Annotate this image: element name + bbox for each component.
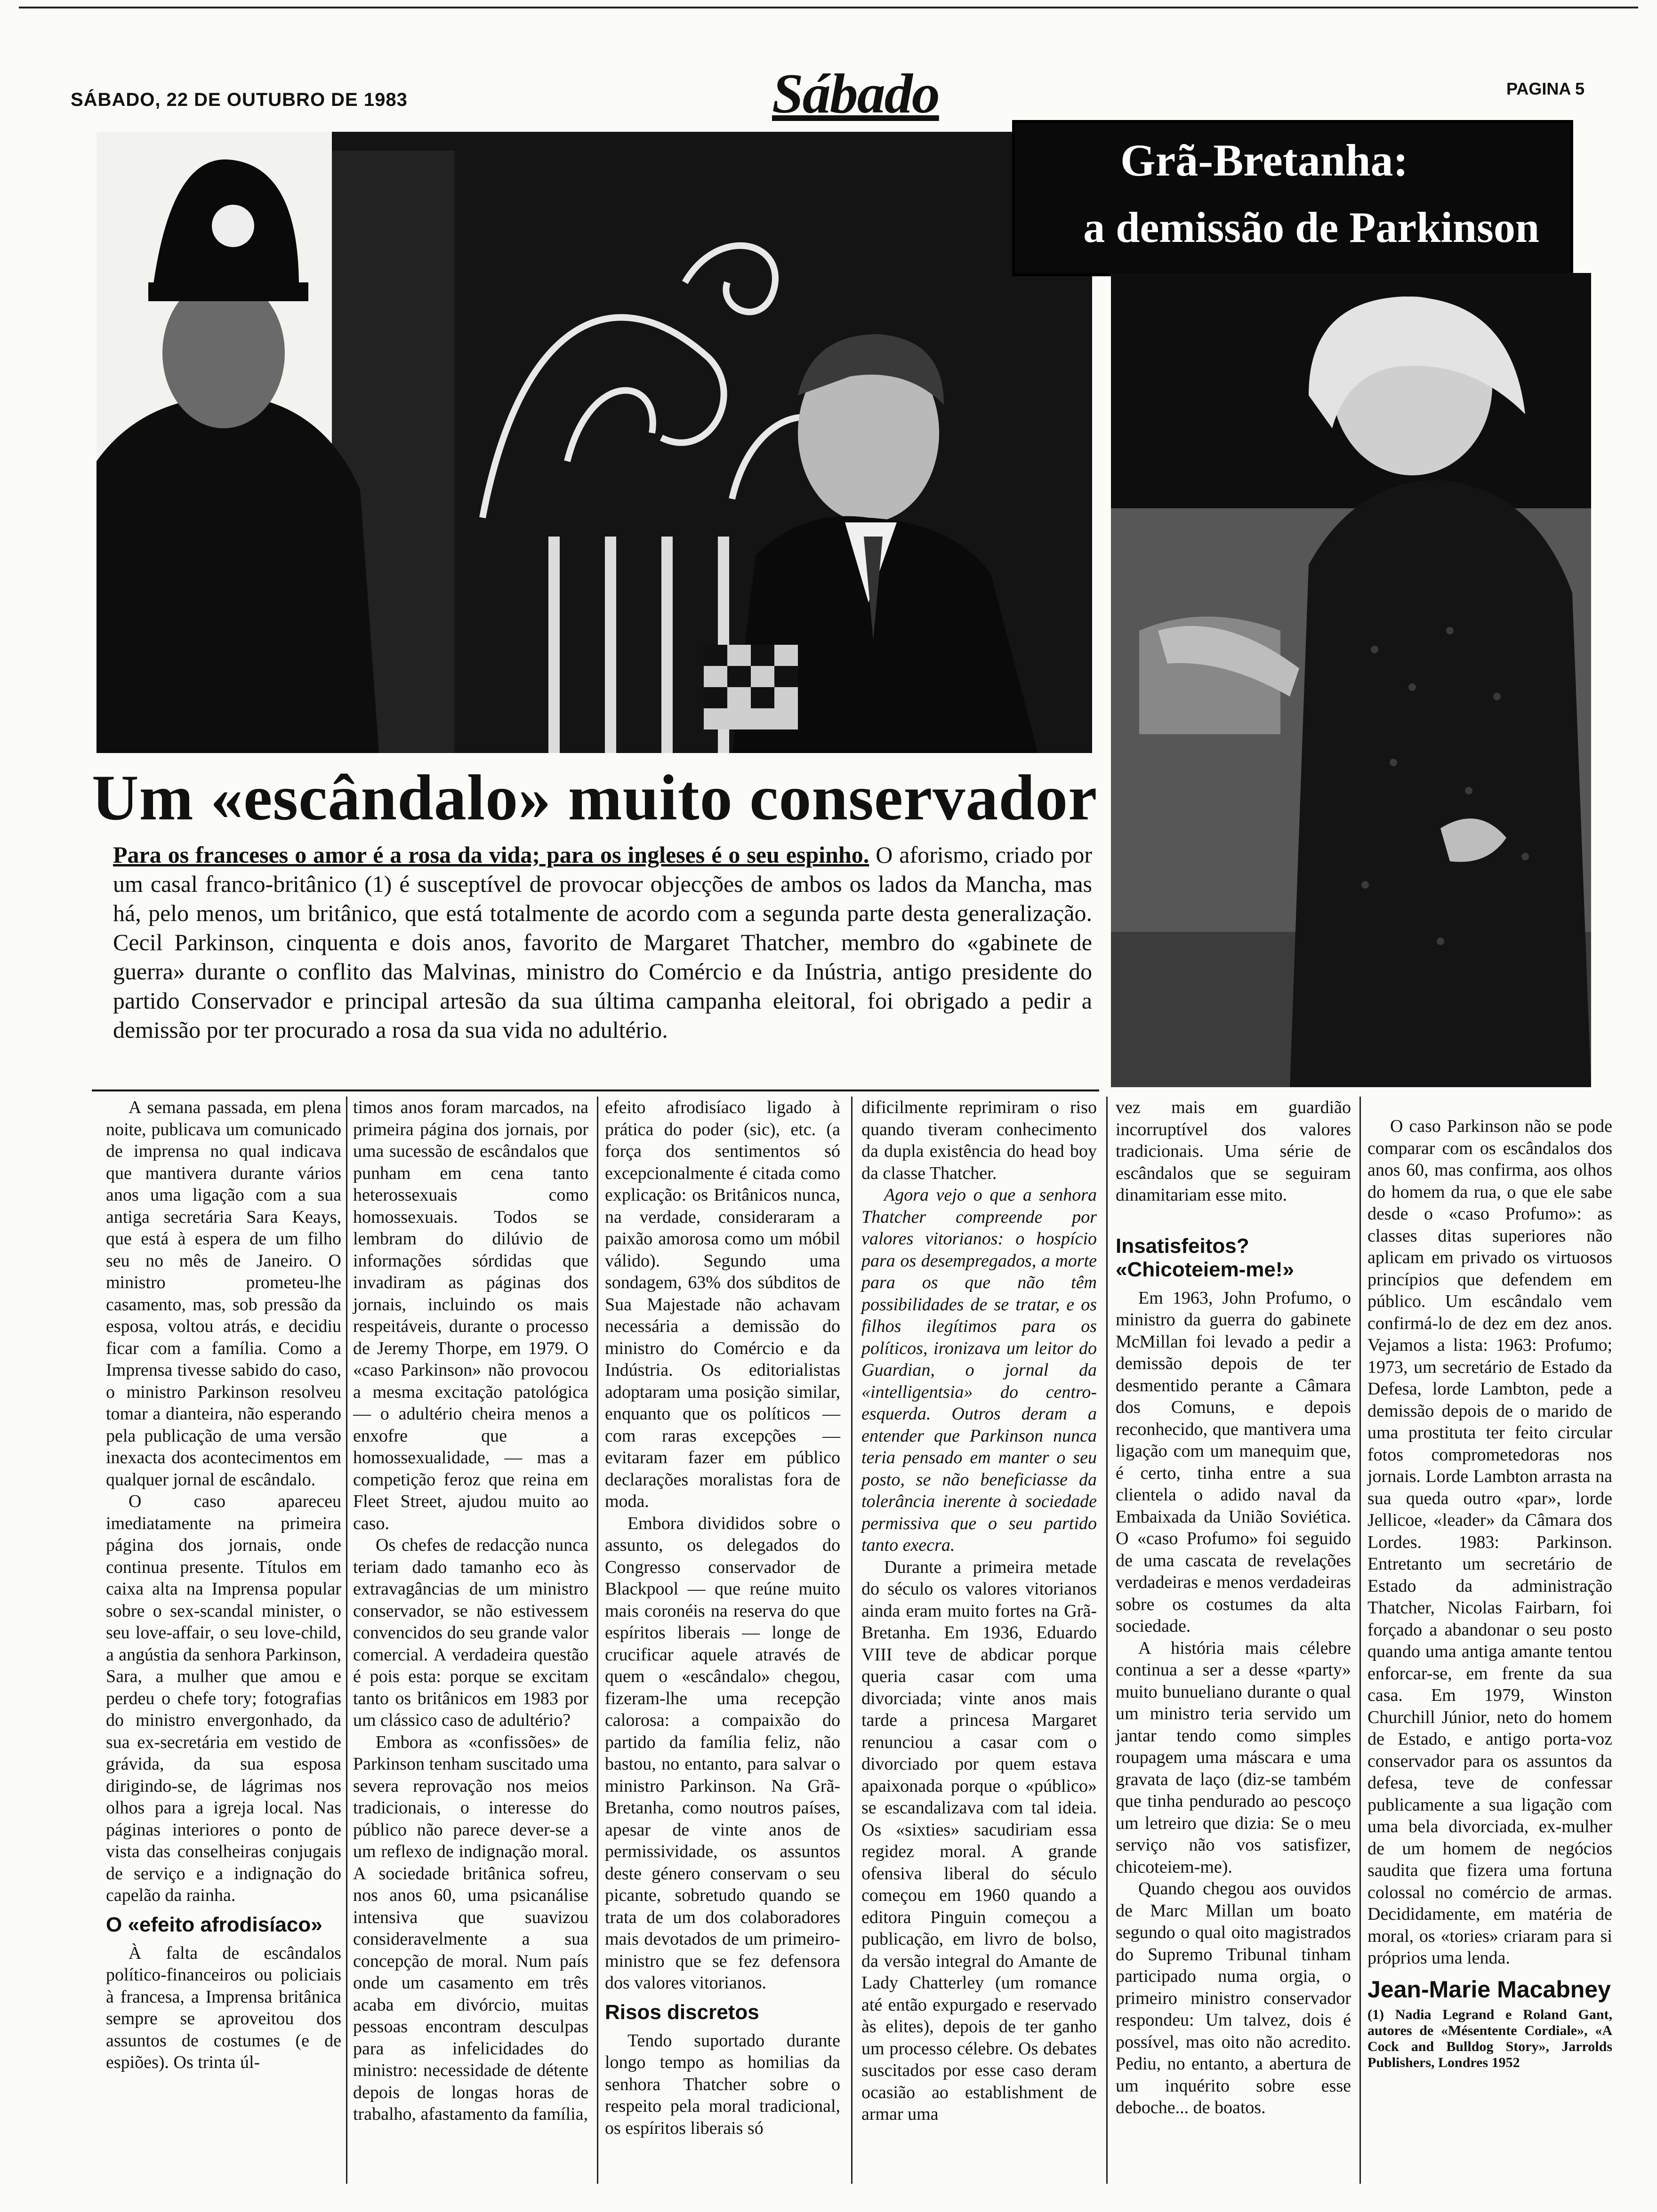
subheading: Risos discretos [605,2000,759,2024]
paragraph: efeito afrodisíaco ligado à prática do poder (sic), etc. (a força dos sentimentos só excepcionalmente é citada como explicação: os Britânicos nunca, na verdade, consideraram a paixão amorosa como um móbil válido). Segundo uma sondagem, 63% dos súbditos de Sua Majestade não achavam necessária a demissão do ministro do Comércio e da Indústria. Os editorialistas adoptaram uma posição similar, enquanto que os políticos — com raras excepções — evitaram fazer em público declarações moralistas fora de moda. [605,1098,840,1511]
subheading: O «efeito afrodisíaco» [106,1913,322,1936]
top-rule [19,7,1638,8]
article-column-2 [353,1097,588,2125]
kicker-subtitle: a demissão de Parkinson [1083,203,1539,251]
paragraph: A semana passada, em plena noite, publicava um comunicado de imprensa no qual indicava que mantivera durante vários anos uma ligação com a sua antiga secretária Sara Keays, que está à espera de um filho seu no mês de Janeiro. O ministro prometeu-lhe casamento, mas, sob pressão da esposa, voltou atrás, e decidiu ficar com a família. Como a Imprensa tivesse sabido do caso, o ministro Parkinson resolveu tomar a dianteira, não esperando pela publicação de uma versão inexacta dos acontecimentos em qualquer jornal de escândalo. [106,1098,341,1490]
column-rule [851,1097,853,2184]
column-rule [346,1097,347,2184]
paragraph: O caso Parkinson não se pode comparar com os escândalos dos anos 60, mas confirma, aos olhos do homem da rua, o que ele sabe desde o «caso Profumo»: as classes ditas superiores não aplicam em privado os virtuosos princípios que defendem em público. Um escândalo vem confirmá-lo de dez em dez anos. Vejamos a lista: 1963: Profumo; 1973, um secretário de Estado da Defesa, lorde Lambton, pede a demissão depois de o marido de uma prostituta ter feito circular fotos comprometedoras nos jornais. Lorde Lambton arrasta na sua queda outro «par», lorde Jellicoe, «leader» da Câmara dos Lordes. 1983: Parkinson. Entretanto um secretário de Estado da administração Thatcher, Nicolas Fairbarn, foi forçado a abandonar o seu posto quando uma antiga amante tentou enforcar-se, em frente da sua casa. Em 1979, Winston Churchill Júnior, neto do homem de Estado, e antigo porta-voz conservador para os assuntos da defesa, teve de confessar publicamente a sua ligação com uma bela divorciada, ex-mulher de um homem de negócios saudita que fizera uma fortuna colossal no comércio de armas. Decididamente, em matéria de moral, os «tories» criaram para si próprios uma lenda. [1367,1116,1612,1968]
paragraph: A história mais célebre continua a ser a desse «party» muito bunueliano durante o qual um ministro teria servido um jantar tendo como simples roupagem uma máscara e uma gravata de laço (diz-se também que tinha pendurado ao pescoço um letreiro que dizia: Se o meu serviço não vos satisfizer, chicoteiem-me). [1116,1638,1351,1877]
masthead-date: SÁBADO, 22 DE OUTUBRO DE 1983 [71,89,408,110]
lead-bold: Para os franceses o amor é a rosa da vida; para os ingleses é o seu espinho. [113,842,869,868]
section-rule [92,1090,1099,1091]
article-column-3 [605,1097,840,2139]
article-column-1 [106,1097,341,2074]
photo-right-drawing [1111,273,1591,1087]
paragraph: Embora as «confissões» de Parkinson tenham suscitado uma severa reprovação nos meios tradicionais, o interesse do público não parece dever-se a um reflexo de indignação moral. A sociedade britânica sofreu, nos anos 60, uma psicanálise intensiva que suavizou consideravelmente a sua concepção de moral. Num país onde um casamento em três acaba em divórcio, muitas pessoas encontram desculpas para as infelicidades do ministro: necessidade de détente depois de longas horas de trabalho, afastamento da família, [353,1732,588,2124]
paragraph: dificilmente reprimiram o riso quando tiveram conhecimento da dupla existência do head boy da classe Thatcher. [861,1098,1097,1183]
paragraph: vez mais em guardião incorruptível dos valores tradicionais. Uma série de escândalos que se seguiram dinamitariam esse mito. [1116,1098,1351,1205]
lead-rest: O aforismo, criado por um casal franco-britânico (1) é susceptível de provocar objecções de ambos os lados da Mancha, mas há, pelo menos, um britânico, que está totalmente de acordo com a segunda parte desta generalização. Cecil Parkinson, cinquenta e dois anos, favorito de Margaret Thatcher, membro do «gabinete de guerra» durante o conflito das Malvinas, ministro do Comércio e da Inústria, antigo presidente do partido Conservador e principal artesão da sua última campanha eleitoral, foi obrigado a pedir a demissão por ter procurado a rosa da sua vida no adultério. [113,842,1093,1043]
column-rule [1359,1097,1361,2184]
paragraph-quote: Agora vejo o que a senhora Thatcher compreende por valores vitorianos: o hospício para os desempregados, a morte para os que não têm possibilidades de se tratar, e os filhos ilegítimos para os políticos, ironizava um leitor do Guardian, o jornal da «intelligentsia» do centro-esquerda. Outros deram a entender que Parkinson nunca teria pensado em manter o seu posto, se não beneficiasse da tolerância inerente à sociedade permissiva que o seu partido tanto execra. [861,1185,1097,1555]
footnote: (1) Nadia Legrand e Roland Gant, autores de «Mésentente Cordiale», «A Cock and Bulldog Story», Jarrolds Publishers, Londres 1952 [1367,2006,1612,2070]
lead-paragraph [113,840,1092,1044]
article-column-6 [1367,1115,1612,2071]
article-column-4 [861,1097,1097,2125]
subheading: Insatisfeitos? «Chicoteiem-me!» [1116,1234,1295,1281]
page-number: PAGINA 5 [1506,79,1585,98]
paragraph: O caso apareceu imediatamente na primeira página dos jornais, onde continua presente. Títulos em caixa alta na Imprensa popular sobre o sex-scandal minister, o seu love-affair, o seu love-child, a angústia da senhora Parkinson, Sara, a mulher que amou e perdeu o chefe tory; fotografias do ministro envergonhado, da sua ex-secretária em vestido de grávida, da sua esposa dirigindo-se, de lágrimas nos olhos para a igreja local. Nas páginas interiores o ponto de vista das conselheiras conjugais de serviço e a indignação do capelão da rainha. [106,1491,341,1905]
paragraph: Durante a primeira metade do século os valores vitorianos ainda eram muito fortes na Grã-Bretanha. Em 1936, Eduardo VIII teve de abdicar porque queria casar com uma divorciada; vinte anos mais tarde a princesa Margaret renunciou a casar com o divorciado por quem estava apaixonada porque o «público» se escandalizava com tal ideia. Os «sixties» sacudiriam essa regidez moral. A grande ofensiva liberal do século começou em 1960 quando a editora Pinguin começou a publicação, em livro de bolso, da versão integral do Amante de Lady Chatterley (um romance até então expurgado e reservado às elites), depois de ter ganho um processo célebre. Os debates suscitados por esse caso deram ocasião ao establishment de armar uma [861,1557,1097,2124]
paragraph: Em 1963, John Profumo, o ministro da guerra do gabinete McMillan foi levado a pedir a demissão depois de ter desmentido perante a Câmara dos Comuns, e depois reconhecido, que mantivera uma ligação com um manequim que, é certo, tinha entre a sua clientela o adido naval da Embaixada da União Soviética. O «caso Profumo» foi seguido de uma cascata de revelações verdadeiras e menos verdadeiras sobre os costumes da alta sociedade. [1116,1288,1351,1636]
column-rule [1106,1097,1108,2184]
headline: Um «escândalo» muito conservador [92,761,1098,834]
photo-policeman-and-parkinson [97,132,1092,753]
photo-woman [1111,273,1591,1087]
paragraph: timos anos foram marcados, na primeira página dos jornais, por uma sucessão de escândalos que punham em cena tanto heterossexuais como homossexuais. Todos se lembram do dilúvio de informações sórdidas que invadiram as páginas dos jornais, incluindo os mais respeitáveis, durante o processo de Jeremy Thorpe, em 1979. O «caso Parkinson» não provocou a mesma excitação patológica — o adultério cheira menos a enxofre que a homossexualidade, — mas a competição feroz que reina em Fleet Street, ajudou muito ao caso. [353,1098,588,1533]
byline: Jean-Marie Macabney [1367,1976,1611,2003]
kicker-title: Grã-Bretanha: [1120,135,1408,185]
paragraph: À falta de escândalos político-financeiros ou policiais à francesa, a Imprensa britânica sempre se aproveitou dos assuntos de costumes (e de espiões). Os trinta úl- [106,1943,341,2072]
photo-left-drawing [97,132,1092,753]
paragraph: Quando chegou aos ouvidos de Marc Millan um boato segundo o qual oito magistrados do Supremo Tribunal tinham participado numa orgia, o primeiro ministro conservador respondeu: Um talvez, dois é possível, mas oito não acredito. Pediu, no entanto, a abertura de um inquérito sobre esse deboche... de boatos. [1116,1879,1351,2117]
article-column-5 [1116,1097,1351,2119]
masthead-logo: Sábado [772,62,939,125]
paragraph: Os chefes de redacção nunca teriam dado tamanho eco às extravagâncias de um ministro conservador, se não estivessem convencidos do seu grande valor comercial. A verdadeira questão é pois esta: porque se excitam tanto os britânicos em 1983 por um clássico caso de adultério? [353,1535,588,1730]
paragraph: Embora divididos sobre o assunto, os delegados do Congresso conservador de Blackpool — que reúne muito mais coronéis na reserva do que espíritos liberais — longe de crucificar aquele através de quem o «escândalo» chegou, fizeram-lhe uma recepção calorosa: a compaixão do partido da família feliz, não bastou, no entanto, para salvar o ministro Parkinson. Na Grã-Bretanha, como noutros países, apesar de vinte anos de permissividade, os assuntos deste género conservam o seu picante, sobretudo quando se trata de um dos colaboradores mais devotados de um primeiro-ministro que se fez defensora dos valores vitorianos. [605,1513,840,1993]
paragraph: Tendo suportado durante longo tempo as homilias da senhora Thatcher sobre o respeito pela moral tradicional, os espíritos liberais só [605,2030,840,2138]
column-rule [597,1097,598,2184]
